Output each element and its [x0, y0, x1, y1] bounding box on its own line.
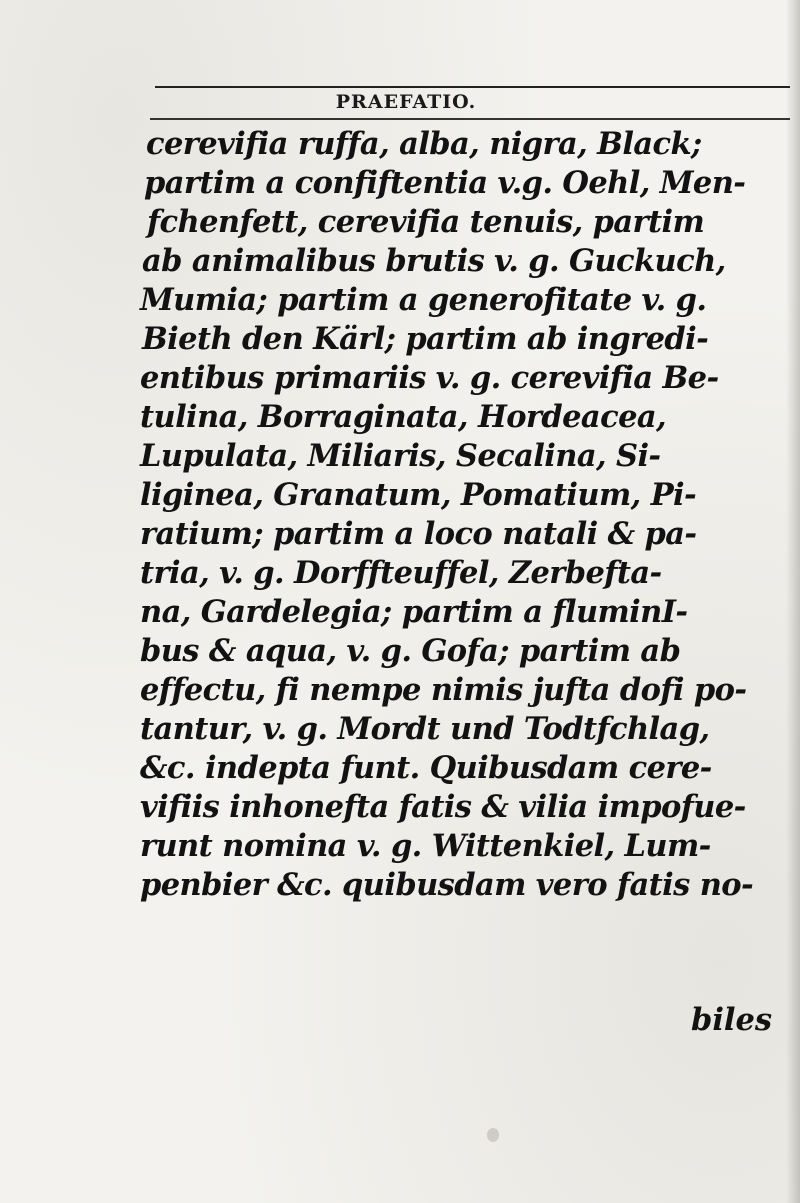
text-line: na, Gardelegia; partim a fluminI- [140, 594, 688, 630]
text-line: entibus primariis v. g. cerevifia Be- [140, 360, 719, 396]
paper-stain [487, 1128, 499, 1142]
text-line: Bieth den Kärl; partim ab ingredi- [142, 321, 709, 357]
header-rule-bottom [150, 118, 790, 120]
text-line: tulina, Borraginata, Hordeacea, [140, 399, 667, 435]
text-line: Mumia; partim a generofitate v. g. [140, 282, 707, 318]
text-line: fchenfett, cerevifia tenuis, partim [147, 204, 705, 240]
text-line: runt nomina v. g. Wittenkiel, Lum- [140, 828, 711, 864]
text-line: effectu, fi nempe nimis jufta dofi po- [140, 672, 747, 708]
running-header-title: PRAEFATIO. [335, 91, 477, 113]
text-line: ab animalibus brutis v. g. Guckuch, [142, 243, 726, 279]
text-line: bus & aqua, v. g. Gofa; partim ab [140, 633, 681, 669]
text-line: &c. indepta funt. Quibusdam cere- [140, 750, 712, 786]
text-line: vifiis inhonefta fatis & vilia impofue- [140, 789, 746, 825]
running-header [0, 91, 800, 113]
text-line: liginea, Granatum, Pomatium, Pi- [140, 477, 697, 513]
text-line: tria, v. g. Dorffteuffel, Zerbefta- [140, 555, 662, 591]
catchword: biles [691, 1002, 773, 1038]
header-rule-top [155, 86, 790, 88]
text-line: partim a confiftentia v.g. Oehl, Men- [144, 165, 746, 201]
text-line: Lupulata, Miliaris, Secalina, Si- [140, 438, 661, 474]
text-line: penbier &c. quibusdam vero fatis no- [140, 867, 754, 903]
text-line: ratium; partim a loco natali & pa- [140, 516, 697, 552]
page-edge-shadow [786, 0, 800, 1203]
text-line: cerevifia ruffa, alba, nigra, Black; [146, 126, 702, 162]
text-line: tantur, v. g. Mordt und Todtfchlag, [140, 711, 710, 747]
